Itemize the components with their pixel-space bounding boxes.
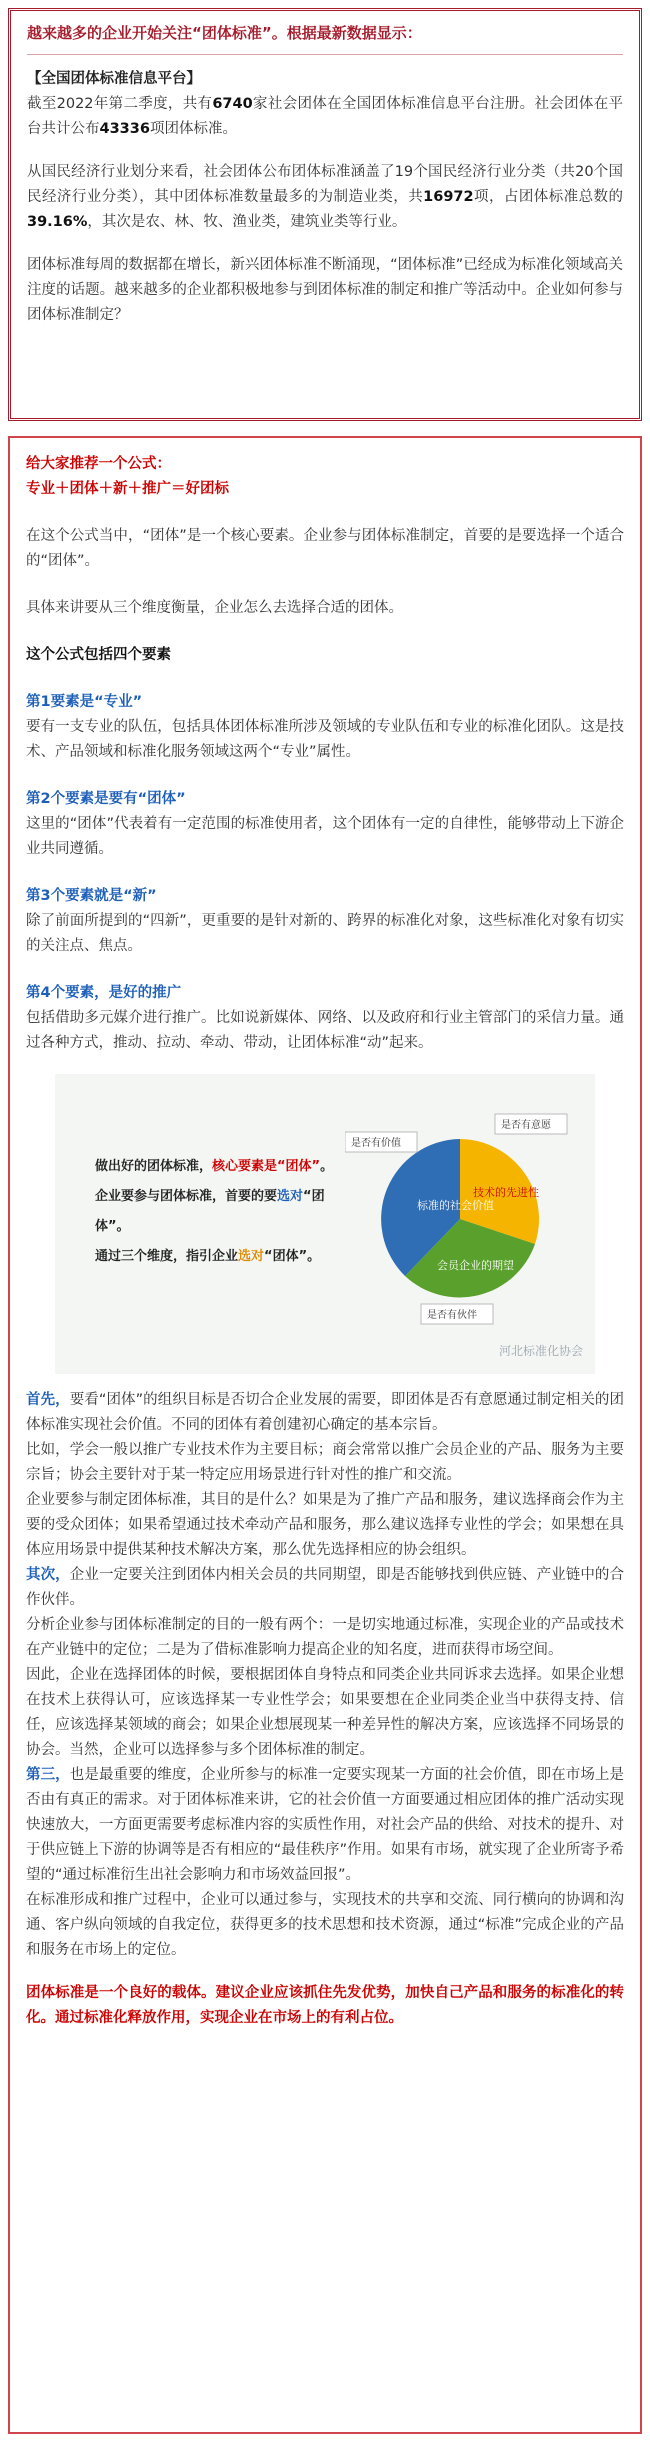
element-3-title: 第3个要素就是“新” — [26, 888, 157, 904]
text-span: 项团体标准。 — [149, 121, 237, 137]
element-2-body: 这里的“团体”代表着有一定范围的标准使用者，这个团体有一定的自律性，能够带动上下游企业共同遵循。 — [26, 816, 624, 857]
analysis-paragraph: 分析企业参与团体标准制定的目的一般有两个：一是切实地通过标准，实现企业的产品或技术在产业链中的定位；二是为了借标准影响力提高企业的知名度，进而获得市场空间。 — [26, 1617, 624, 1658]
purpose-paragraph: 企业要参与制定团体标准，其目的是什么？如果是为了推广产品和服务，建议选择商会作为主要的受众团体；如果希望通过技术牵动产品和服务，那么建议选择专业性的学会；如果想在具体应用场景中提供某种技术解决方案，那么优先选择相应的协会组织。 — [26, 1492, 624, 1558]
recommend-line: 给大家推荐一个公式： — [26, 456, 171, 472]
conclusion-paragraph: 团体标准是一个良好的载体。建议企业应该抓住先发优势，加快自己产品和服务的标准化的转化。通过标准化释放作用，实现企业在市场上的有利占位。 — [26, 1985, 624, 2026]
pie-diagram — [345, 1104, 575, 1334]
headline: 越来越多的企业开始关注“团体标准”。根据最新数据显示： — [27, 24, 422, 42]
figure-line-3: 通过三个维度，指引企业选对“团体”。 — [95, 1249, 321, 1264]
text-span: 项，占团体标准总数的 — [473, 189, 623, 205]
element-3-body: 除了前面所提到的“四新”，更重要的是针对新的、跨界的标准化对象，这些标准化对象有切实的关注点、焦点。 — [26, 913, 624, 954]
intro-box — [8, 8, 642, 421]
pie-label-yellow: 技术的先进性 — [473, 1186, 539, 1199]
watermark: 河北标准化协会 — [498, 1344, 583, 1358]
figure-line-1: 做出好的团体标准，核心要素是“团体”。 — [95, 1159, 334, 1174]
industry-paragraph — [27, 160, 623, 235]
callout-top: 是否有意愿 — [501, 1120, 551, 1131]
manufacturing-count: 16972 — [423, 189, 474, 205]
first-dimension: 首先，要看“团体”的组织目标是否切合企业发展的需要，即团体是否有意愿通过制定相关的团体标准实现社会价值。不同的团体有着创建初心确定的基本宗旨。 — [26, 1392, 624, 1433]
text-span: 从国民经济行业划分来看，社会团体公布团体标准涵盖了19个国民经济行业分类（共20个国民经济行业分类），其中团体标准数量最多的为制造业类，共 — [27, 164, 623, 205]
text-span: 家社会团体在全国团体标准信息平台注册。社会团体在平台共计公布 — [27, 96, 624, 137]
formula-line: 专业＋团体＋新＋推广＝好团标 — [26, 481, 229, 497]
divider — [27, 54, 623, 55]
pie-label-blue: 标准的社会价值 — [417, 1199, 494, 1212]
platform-paragraph — [27, 67, 623, 142]
manufacturing-share: 39.16% — [27, 214, 88, 230]
therefore-paragraph: 因此，企业在选择团体的时候，要根据团体自身特点和同类企业共同诉求去选择。如果企业想在技术上获得认可，应该选择某一专业性学会；如果要想在企业同类企业当中获得支持、信任，应该选择某领域的商会；如果企业想展现某一种差异性的解决方案，应该选择不同场景的协会。当然，企业可以选择参与多个团体标准的制定。 — [26, 1667, 624, 1758]
element-2-title: 第2个要素是要有“团体” — [26, 791, 186, 807]
main-box — [8, 436, 642, 2434]
intro-paragraph-2: 具体来讲要从三个维度衡量，企业怎么去选择合适的团体。 — [26, 600, 403, 616]
callout-left: 是否有价值 — [351, 1138, 401, 1149]
intro-paragraph-1: 在这个公式当中，“团体”是一个核心要素。企业参与团体标准制定，首要的是要选择一个适合的“团体”。 — [26, 528, 624, 569]
four-elements-heading: 这个公式包括四个要素 — [26, 647, 171, 663]
group-selection-figure — [55, 1074, 595, 1374]
example-paragraph: 比如，学会一般以推广专业技术作为主要目标；商会常常以推广会员企业的产品、服务为主要宗旨；协会主要针对于某一特定应用场景进行针对性的推广和交流。 — [26, 1442, 624, 1483]
element-1-title: 第1要素是“专业” — [26, 694, 143, 710]
text-span: 截至2022年第二季度，共有 — [27, 96, 213, 112]
pie-label-green: 会员企业的期望 — [437, 1259, 514, 1272]
platform-title: 【全国团体标准信息平台】 — [27, 71, 201, 87]
second-dimension: 其次，企业一定要关注到团体内相关会员的共同期望，即是否能够找到供应链、产业链中的合作伙伴。 — [26, 1567, 624, 1608]
third-dimension: 第三，也是最重要的维度，企业所参与的标准一定要实现某一方面的社会价值，即在市场上是否由有真正的需求。对于团体标准来讲，它的社会价值一方面要通过相应团体的推广活动实现快速放大，一方面更需要考虑标准内容的实质性作用，对社会产品的供给、对技术的提升、对于供应链上下游的协调等是否有相应的“最佳秩序”作用。如果有市场，就实现了企业所寄予希望的“通过标准衍生出社会影响力和市场效益回报”。 — [26, 1767, 624, 1883]
text-span: ，其次是农、林、牧、渔业类，建筑业类等行业。 — [87, 214, 407, 230]
standard-count: 43336 — [99, 121, 150, 137]
element-4-body: 包括借助多元媒介进行推广。比如说新媒体、网络、以及政府和行业主管部门的采信力量。通过各种方式，推动、拉动、牵动、带动，让团体标准“动”起来。 — [26, 1010, 624, 1051]
element-1-body: 要有一支专业的队伍，包括具体团体标准所涉及领域的专业队伍和专业的标准化团队。这是技术、产品领域和标准化服务领域这两个“专业”属性。 — [26, 719, 624, 760]
callout-bottom: 是否有伙伴 — [427, 1310, 477, 1321]
figure-text — [95, 1152, 355, 1272]
forming-paragraph: 在标准形成和推广过程中，企业可以通过参与，实现技术的共享和交流、同行横向的协调和沟通、客户纵向领域的自我定位，获得更多的技术思想和技术资源，通过“标准”完成企业的产品和服务在市场上的定位。 — [26, 1892, 624, 1958]
trend-paragraph: 团体标准每周的数据都在增长，新兴团体标准不断涌现，“团体标准”已经成为标准化领域高关注度的话题。越来越多的企业都积极地参与到团体标准的制定和推广等活动中。企业如何参与团体标准制定？ — [27, 257, 623, 323]
element-4-title: 第4个要素，是好的推广 — [26, 985, 182, 1001]
figure-line-2: 企业要参与团体标准，首要的要选对“团体”。 — [95, 1189, 325, 1234]
org-count: 6740 — [212, 96, 253, 112]
